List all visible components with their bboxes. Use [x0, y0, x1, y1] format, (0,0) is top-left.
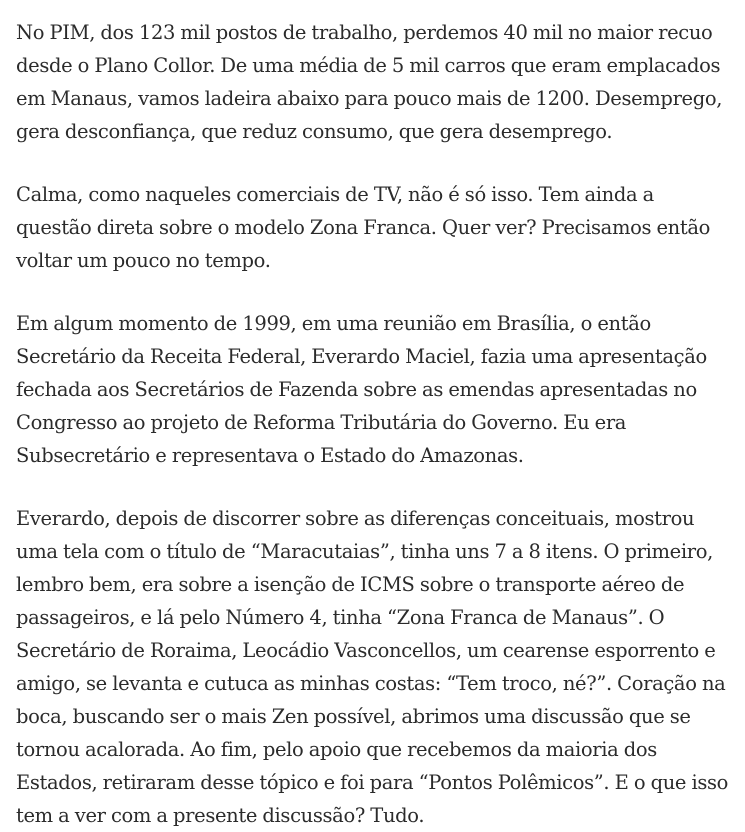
paragraph-pim-jobs: No PIM, dos 123 mil postos de trabalho, perdemos 40 mil no maior recuo desde o Plano Collor. De uma média de 5 mil carros que eram emplacados em Manaus, vamos ladeira abaixo para pouco mais de 1200. Desemprego, gera desconfiança, que reduz consumo, que gera desemprego. [16, 21, 723, 143]
paragraph-1999-meeting: Em algum momento de 1999, em uma reunião em Brasília, o então Secretário da Receita Federal, Everardo Maciel, fazia uma apresentação fechada aos Secretários de Fazenda sobre as emendas apresentadas no Congresso ao projeto de Reforma Tributária do Governo. Eu era Subsecretário e representava o Estado do Amazonas. [16, 312, 707, 467]
paragraph-zona-franca: Calma, como naqueles comerciais de TV, não é só isso. Tem ainda a questão direta sobre o modelo Zona Franca. Quer ver? Precisamos então voltar um pouco no tempo. [16, 183, 711, 272]
paragraph-maracutaias: Everardo, depois de discorrer sobre as diferenças conceituais, mostrou uma tela com o título de “Maracutaias”, tinha uns 7 a 8 itens. O primeiro, lembro bem, era sobre a isenção de ICMS sobre o transporte aéreo de passageiros, e lá pelo Número 4, tinha “Zona Franca de Manaus”. O Secretário de Roraima, Leocádio Vasconcellos, um cearense esporrento e amigo, se levanta e cutuca as minhas costas: “Tem troco, né?”. Coração na boca, buscando ser o mais Zen possível, abrimos uma discussão que se tornou acalorada. Ao fim, pelo apoio que recebemos da maioria dos Estados, retiraram desse tópico e foi para “Pontos Polêmicos”. E o que isso tem a ver com a presente discussão? Tudo. [16, 507, 729, 827]
